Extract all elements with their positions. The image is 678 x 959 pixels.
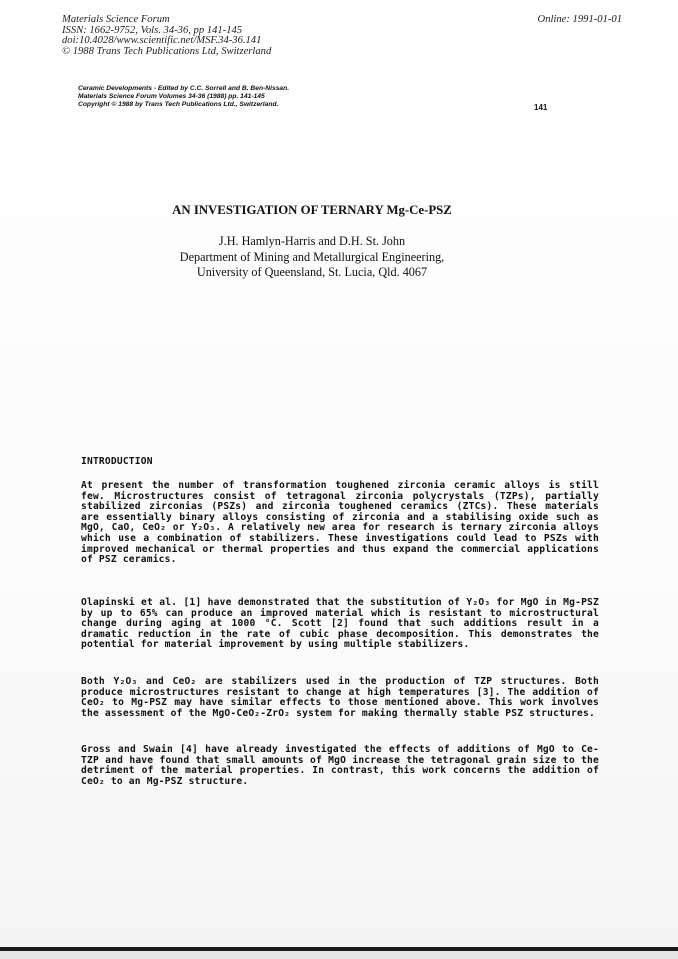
issn-line: ISSN: 1662-9752, Vols. 34-36, pp 141-145: [62, 24, 243, 36]
online-publication-header: [62, 15, 622, 57]
page-bottom-shadow: [0, 951, 678, 959]
journal-name: Materials Science Forum: [62, 14, 170, 25]
page-number: 141: [534, 103, 548, 112]
proceedings-volume-line: Materials Science Forum Volumes 34-36 (1988) pp. 141-145: [78, 93, 265, 100]
author-department: Department of Mining and Metallurgical Engineering,: [179, 249, 445, 264]
author-names: J.H. Hamlyn-Harris and D.H. St. John: [218, 234, 406, 248]
proceedings-header: [78, 85, 289, 109]
proceedings-title-line: Ceramic Developments - Edited by C.C. Sorrell and B. Ben-Nissan.: [78, 85, 290, 92]
copyright-line: © 1988 Trans Tech Publications Ltd, Switzerland: [62, 45, 272, 57]
author-block: [0, 234, 624, 281]
author-university: University of Queensland, St. Lucia, Qld. 4067: [196, 265, 428, 279]
section-heading-introduction: INTRODUCTION: [81, 456, 153, 467]
paragraph-2: Olapinski et al. [1] have demonstrated that the substitution of Y₂O₃ for MgO in Mg-PSZ by up to 65% can produce an improved material which is resistant to microstructural change during aging at 1000 °C. Scott [2] found that such additions result in a dramatic reduction in the rate of cubic phase decomposition. This demonstrates the potential for material improvement by using multiple stabilizers.: [81, 597, 599, 651]
paragraph-4: Gross and Swain [4] have already investigated the effects of additions of MgO to Ce-TZP and have found that small amounts of MgO increase the tetragonal grain size to the detriment of the material properties. In contrast, this work concerns the addition of CeO₂ to an Mg-PSZ structure.: [81, 744, 599, 787]
paragraph-1: At present the number of transformation toughened zirconia ceramic alloys is still few. Microstructures consist of tetragonal zirconia polycrystals (TZPs), partially stabilized zirconias (PSZs) and zirconia toughened ceramics (ZTCs). These materials are essentially binary alloys consisting of zirconia and a stabilising oxide such as MgO, CaO, CeO₂ or Y₂O₃. A relatively new area for research is ternary zirconia alloys which use a combination of stabilizers. These investigations could lead to PSZs with improved mechanical or thermal properties and thus expand the commercial applications of PSZ ceramics.: [81, 480, 599, 566]
doi-line: doi:10.4028/www.scientific.net/MSF.34-36.141: [62, 35, 262, 47]
paper-title: AN INVESTIGATION OF TERNARY Mg-Ce-PSZ: [172, 203, 452, 217]
proceedings-copyright-line: Copyright © 1988 by Trans Tech Publications Ltd., Switzerland.: [78, 101, 279, 108]
online-date: Online: 1991-01-01: [537, 14, 622, 25]
paragraph-3: Both Y₂O₃ and CeO₂ are stabilizers used in the production of TZP structures. Both produce microstructures resistant to change at high temperatures [3]. The addition of CeO₂ to Mg-PSZ may have similar effects to those mentioned above. This work involves the assessment of the MgO-CeO₂-ZrO₂ system for making thermally stable PSZ structures.: [81, 676, 599, 719]
